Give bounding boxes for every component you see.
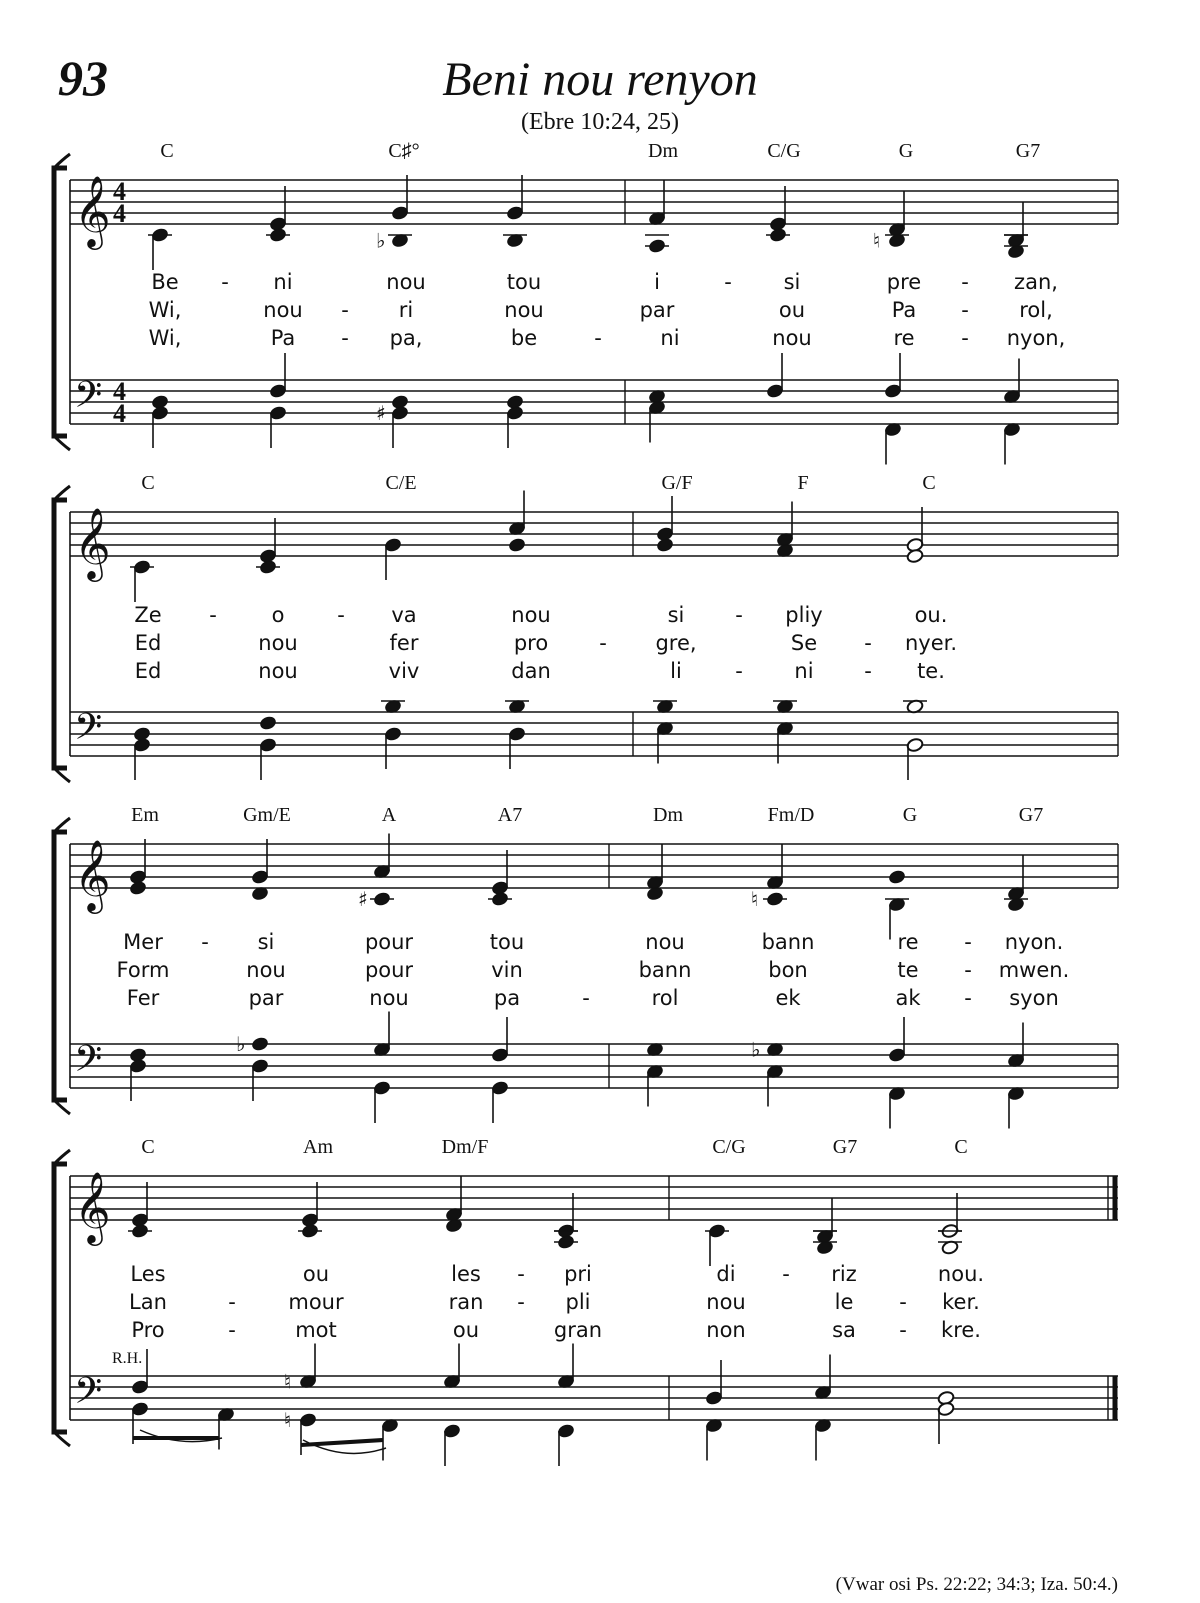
chord-symbol: C/G bbox=[767, 140, 801, 162]
lyric-syllable: sa bbox=[832, 1318, 856, 1342]
system-bracket bbox=[54, 832, 67, 1100]
lyric-syllable: - bbox=[864, 659, 872, 683]
lyric-syllable: Form bbox=[116, 958, 170, 982]
right-hand-marking: R.H. bbox=[112, 1350, 143, 1367]
lyric-syllable: - bbox=[228, 1290, 236, 1314]
treble-clef-icon: 𝄞 bbox=[74, 838, 111, 911]
lyric-syllable: i bbox=[654, 270, 660, 294]
chord-symbol: C bbox=[954, 1136, 968, 1158]
notehead bbox=[656, 537, 674, 552]
lyric-syllable: si bbox=[667, 603, 685, 627]
chord-symbol: C bbox=[141, 472, 155, 494]
lyric-syllable: zan, bbox=[1014, 270, 1058, 294]
chord-symbol: Dm/F bbox=[441, 1136, 489, 1158]
lyric-syllable: Wi, bbox=[148, 298, 182, 322]
hymn-number: 93 bbox=[58, 50, 108, 106]
lyric-syllable: fer bbox=[389, 631, 419, 655]
lyric-syllable: va bbox=[391, 603, 417, 627]
lyric-syllable: bann bbox=[638, 958, 692, 982]
lyric-syllable: ran bbox=[448, 1290, 484, 1314]
lyric-syllable: Pro bbox=[131, 1318, 165, 1342]
notehead bbox=[301, 1223, 319, 1238]
lyric-syllable: - bbox=[517, 1262, 525, 1286]
lyric-syllable: ou bbox=[778, 298, 806, 322]
chord-symbol: G bbox=[902, 804, 918, 826]
lyric-syllable: - bbox=[782, 1262, 790, 1286]
notehead bbox=[131, 1223, 149, 1238]
notehead bbox=[269, 227, 287, 242]
time-signature-digit: 4 bbox=[113, 399, 126, 428]
lyric-syllable: Se bbox=[790, 631, 818, 655]
notehead bbox=[769, 227, 787, 242]
lyric-syllable: ker. bbox=[942, 1290, 980, 1314]
chord-symbol: C bbox=[160, 140, 174, 162]
lyric-syllable: - bbox=[228, 1318, 236, 1342]
lyric-syllable: gran bbox=[553, 1318, 603, 1342]
lyric-syllable: - bbox=[341, 326, 349, 350]
chord-symbol: Gm/E bbox=[243, 804, 291, 826]
lyric-syllable: li bbox=[670, 659, 682, 683]
notehead bbox=[557, 1234, 575, 1249]
lyric-syllable: - bbox=[594, 326, 602, 350]
scripture-reference: (Ebre 10:24, 25) bbox=[521, 109, 679, 135]
lyric-syllable: les bbox=[451, 1262, 481, 1286]
lyric-syllable: Ed bbox=[134, 631, 162, 655]
chord-symbol: C/E bbox=[385, 472, 417, 494]
footer-cross-reference: (Vwar osi Ps. 22:22; 34:3; Iza. 50:4.) bbox=[835, 1574, 1118, 1595]
lyric-syllable: - bbox=[735, 659, 743, 683]
lyric-syllable: ni bbox=[794, 659, 814, 683]
lyric-syllable: nou bbox=[511, 603, 551, 627]
accidental: ♮ bbox=[284, 1369, 292, 1394]
lyric-syllable: - bbox=[961, 326, 969, 350]
lyric-syllable: te. bbox=[917, 659, 945, 683]
accidental: ♯ bbox=[358, 887, 368, 911]
lyric-syllable: nou bbox=[504, 298, 544, 322]
notehead bbox=[259, 559, 277, 574]
lyric-syllable: pour bbox=[364, 930, 414, 954]
lyric-syllable: - bbox=[864, 631, 872, 655]
lyric-syllable: pri bbox=[564, 1262, 592, 1286]
time-signature-digit: 4 bbox=[113, 177, 126, 206]
lyric-syllable: tou bbox=[506, 270, 542, 294]
notehead bbox=[251, 1036, 269, 1051]
lyric-syllable: nou bbox=[386, 270, 426, 294]
lyric-syllable: dan bbox=[511, 659, 551, 683]
lyric-syllable: tou bbox=[489, 930, 525, 954]
treble-clef-icon: 𝄞 bbox=[74, 506, 111, 579]
notehead bbox=[491, 891, 509, 906]
lyric-syllable: par bbox=[639, 298, 675, 322]
treble-clef-icon: 𝄞 bbox=[74, 174, 111, 247]
chord-symbol: A bbox=[381, 804, 397, 826]
chord-symbol: C bbox=[141, 1136, 155, 1158]
lyric-syllable: - bbox=[582, 986, 590, 1010]
notehead bbox=[888, 869, 906, 884]
system-bracket bbox=[54, 500, 67, 768]
lyric-syllable: ni bbox=[660, 326, 680, 350]
lyric-syllable: riz bbox=[831, 1262, 857, 1286]
chord-symbol: C/G bbox=[712, 1136, 746, 1158]
chord-symbol: F bbox=[797, 472, 809, 494]
lyric-syllable: nou bbox=[645, 930, 685, 954]
lyric-syllable: pour bbox=[364, 958, 414, 982]
notehead bbox=[129, 880, 147, 895]
system-bracket bbox=[54, 168, 67, 436]
bass-clef-icon: 𝄢 bbox=[74, 1038, 103, 1089]
lyric-syllable: ri bbox=[398, 298, 414, 322]
lyric-syllable: be bbox=[510, 326, 538, 350]
lyric-syllable: syon bbox=[1009, 986, 1059, 1010]
lyric-syllable: ou bbox=[452, 1318, 480, 1342]
notehead bbox=[906, 548, 924, 563]
time-signature-digit: 4 bbox=[113, 199, 126, 228]
lyric-syllable: - bbox=[899, 1290, 907, 1314]
lyric-syllable: ou bbox=[302, 1262, 330, 1286]
lyric-syllable: si bbox=[257, 930, 275, 954]
lyric-syllable: non bbox=[706, 1318, 746, 1342]
accidental: ♭ bbox=[236, 1032, 246, 1056]
lyric-syllable: mwen. bbox=[998, 958, 1070, 982]
lyric-syllable: o bbox=[271, 603, 285, 627]
lyric-syllable: Ed bbox=[134, 659, 162, 683]
lyric-syllable: bon bbox=[768, 958, 808, 982]
lyric-syllable: nou bbox=[772, 326, 812, 350]
chord-symbol: C♯° bbox=[388, 140, 420, 162]
treble-clef-icon: 𝄞 bbox=[74, 1170, 111, 1243]
accidental: ♭ bbox=[376, 228, 386, 253]
chord-symbol: A7 bbox=[497, 804, 523, 826]
lyric-syllable: Mer bbox=[123, 930, 163, 954]
lyric-syllable: rol bbox=[651, 986, 679, 1010]
lyric-syllable: nyer. bbox=[904, 631, 958, 655]
lyric-syllable: par bbox=[248, 986, 284, 1010]
lyric-syllable: pa, bbox=[389, 326, 423, 350]
chord-symbol: Dm bbox=[648, 140, 678, 162]
bass-clef-icon: 𝄢 bbox=[74, 374, 103, 425]
lyric-syllable: - bbox=[964, 930, 972, 954]
chord-symbol: G7 bbox=[1018, 804, 1044, 826]
lyric-syllable: kre. bbox=[941, 1318, 981, 1342]
lyric-syllable: viv bbox=[388, 659, 420, 683]
lyric-syllable: - bbox=[221, 270, 229, 294]
lyric-syllable: nyon. bbox=[1004, 930, 1064, 954]
chord-symbol: Em bbox=[131, 804, 159, 826]
lyric-syllable: si bbox=[783, 270, 801, 294]
lyric-syllable: mour bbox=[288, 1290, 344, 1314]
lyric-syllable: Fer bbox=[126, 986, 160, 1010]
lyric-syllable: Wi, bbox=[148, 326, 182, 350]
chord-symbol: G7 bbox=[832, 1136, 858, 1158]
lyric-syllable: - bbox=[341, 298, 349, 322]
chord-symbol: Fm/D bbox=[767, 804, 815, 826]
notehead bbox=[373, 891, 391, 906]
lyric-syllable: Pa bbox=[270, 326, 296, 350]
lyric-syllable: Ze bbox=[134, 603, 162, 627]
accidental: ♮ bbox=[873, 228, 881, 253]
bass-clef-icon: 𝄢 bbox=[74, 1370, 103, 1421]
lyric-syllable: - bbox=[201, 930, 209, 954]
chord-symbol: Am bbox=[303, 1136, 333, 1158]
lyric-syllable: nou bbox=[258, 659, 298, 683]
chord-symbol: Dm bbox=[653, 804, 683, 826]
lyric-syllable: - bbox=[961, 270, 969, 294]
lyric-syllable: ni bbox=[273, 270, 293, 294]
lyric-syllable: nou bbox=[263, 298, 303, 322]
lyric-syllable: rol, bbox=[1019, 298, 1053, 322]
lyric-syllable: ou. bbox=[914, 603, 948, 627]
lyric-syllable: mot bbox=[295, 1318, 337, 1342]
accidental: ♮ bbox=[284, 1408, 292, 1432]
lyric-syllable: ek bbox=[775, 986, 801, 1010]
accidental: ♭ bbox=[751, 1037, 761, 1062]
chord-symbol: C bbox=[922, 472, 936, 494]
lyric-syllable: nou bbox=[706, 1290, 746, 1314]
system-bracket bbox=[54, 1164, 67, 1432]
lyric-syllable: pre bbox=[886, 270, 922, 294]
lyric-syllable: pro bbox=[513, 631, 549, 655]
lyric-syllable: - bbox=[961, 298, 969, 322]
lyric-syllable: bann bbox=[761, 930, 815, 954]
lyric-syllable: te bbox=[897, 958, 919, 982]
lyric-syllable: nou bbox=[258, 631, 298, 655]
lyric-syllable: Lan bbox=[129, 1290, 167, 1314]
accidental: ♮ bbox=[751, 887, 759, 911]
notehead bbox=[648, 238, 666, 253]
lyric-syllable: - bbox=[735, 603, 743, 627]
lyric-syllable: ak bbox=[895, 986, 921, 1010]
accidental: ♯ bbox=[376, 401, 386, 425]
time-signature-digit: 4 bbox=[113, 377, 126, 406]
lyric-syllable: Pa bbox=[891, 298, 917, 322]
lyric-syllable: Les bbox=[130, 1262, 166, 1286]
lyric-syllable: - bbox=[517, 1290, 525, 1314]
lyric-syllable: le bbox=[834, 1290, 854, 1314]
chord-symbol: G7 bbox=[1015, 140, 1041, 162]
lyric-syllable: - bbox=[724, 270, 732, 294]
lyric-syllable: - bbox=[964, 958, 972, 982]
hymn-title: Beni nou renyon bbox=[442, 53, 758, 106]
lyric-syllable: di bbox=[716, 1262, 736, 1286]
notehead bbox=[508, 537, 526, 552]
lyric-syllable: - bbox=[599, 631, 607, 655]
lyric-syllable: - bbox=[209, 603, 217, 627]
lyric-syllable: nou bbox=[369, 986, 409, 1010]
notehead bbox=[766, 891, 784, 906]
lyric-syllable: nyon, bbox=[1006, 326, 1066, 350]
lyric-syllable: pa bbox=[493, 986, 521, 1010]
lyric-syllable: - bbox=[964, 986, 972, 1010]
lyric-syllable: re bbox=[893, 326, 915, 350]
lyric-syllable: nou. bbox=[937, 1262, 985, 1286]
lyric-syllable: re bbox=[897, 930, 919, 954]
lyric-syllable: pli bbox=[565, 1290, 591, 1314]
chord-symbol: G bbox=[898, 140, 914, 162]
lyric-syllable: - bbox=[337, 603, 345, 627]
notehead bbox=[259, 715, 277, 730]
bass-clef-icon: 𝄢 bbox=[74, 706, 103, 757]
lyric-syllable: gre, bbox=[655, 631, 697, 655]
lyric-syllable: vin bbox=[491, 958, 523, 982]
lyric-syllable: - bbox=[899, 1318, 907, 1342]
lyric-syllable: Be bbox=[151, 270, 179, 294]
lyric-syllable: pliy bbox=[785, 603, 823, 627]
lyric-syllable: nou bbox=[246, 958, 286, 982]
chord-symbol: G/F bbox=[661, 472, 693, 494]
